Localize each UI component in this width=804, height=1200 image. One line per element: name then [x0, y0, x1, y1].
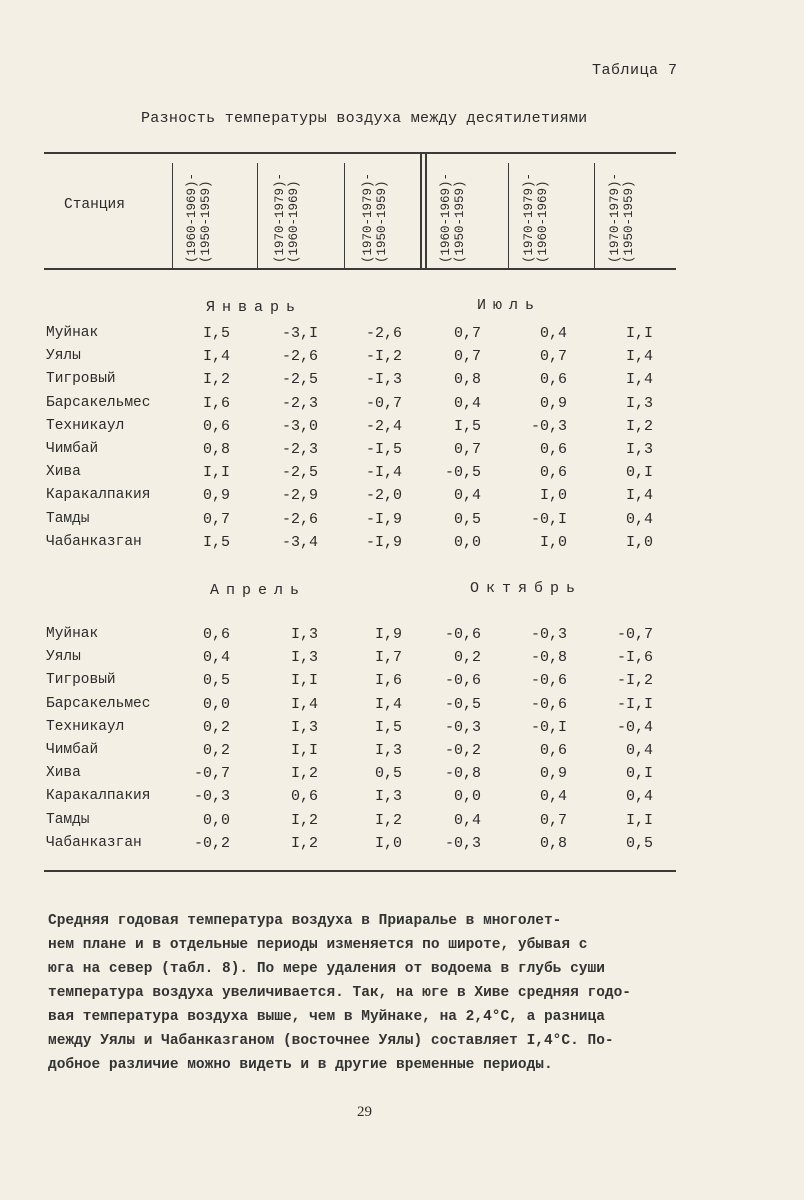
table-cell: -0,7	[193, 765, 230, 783]
table-cell: -I,9	[365, 510, 402, 528]
table-cell: 0,8	[202, 441, 230, 458]
header-divider	[344, 163, 345, 268]
station-name: Муйнак	[46, 325, 99, 341]
table-cell: -0,I	[530, 510, 567, 528]
table-cell: -2,0	[365, 487, 402, 505]
body-paragraph	[48, 909, 688, 1077]
table-cell: 0,7	[202, 510, 230, 528]
table-cell: I,7	[374, 649, 402, 667]
table-cell: I,4	[202, 348, 230, 366]
table-cell: -2,3	[281, 394, 318, 412]
table-cell: -0,3	[530, 626, 567, 643]
table-cell: I,6	[374, 672, 402, 690]
table-cell: I,0	[539, 487, 567, 505]
table-cell: 0,6	[202, 626, 230, 643]
table-cell: 0,5	[453, 510, 481, 528]
table-cell: -2,6	[365, 325, 402, 342]
month-label-january: Январь	[206, 299, 303, 316]
table-cell: I,6	[202, 394, 230, 412]
table-cell: 0,4	[625, 510, 653, 528]
table-cell: 0,4	[453, 394, 481, 412]
table-title: Разность температуры воздуха между десятилетиями	[141, 110, 588, 127]
table-cell: 0,4	[202, 649, 230, 667]
table-cell: -0,4	[616, 718, 653, 736]
station-name: Уялы	[46, 348, 81, 365]
table-cell: 0,2	[202, 718, 230, 736]
table-cell: -0,7	[616, 626, 653, 643]
table-cell: 0,4	[453, 487, 481, 505]
table-cell: 0,I	[625, 765, 653, 783]
station-name: Техникаул	[46, 417, 125, 434]
table-cell: -0,8	[530, 649, 567, 667]
table-cell: 0,6	[539, 441, 567, 458]
header-divider-double	[420, 154, 422, 268]
table-cell: -0,3	[444, 718, 481, 736]
table-cell: I,5	[202, 325, 230, 342]
month-label-july: Июль	[477, 297, 542, 314]
station-name: Тигровый	[46, 371, 116, 388]
table-cell: 0,4	[539, 788, 567, 806]
month-label-october: Октябрь	[470, 580, 583, 597]
table-cell: -I,9	[365, 533, 402, 551]
table-cell: -2,9	[281, 487, 318, 505]
table-cell: -0,I	[530, 718, 567, 736]
column-header-6: (1970-1979)- (1950-1959)	[608, 172, 637, 264]
table-cell: 0,5	[374, 765, 402, 783]
table-cell: -3,0	[281, 417, 318, 435]
station-name: Чимбай	[46, 742, 99, 758]
station-name: Муйнак	[46, 626, 99, 642]
table-cell: -0,6	[530, 672, 567, 690]
station-name: Чабанказган	[46, 834, 142, 851]
table-cell: I,3	[290, 718, 318, 736]
station-name: Тигровый	[46, 672, 116, 689]
station-name: Каракалпакия	[46, 788, 151, 805]
table-cell: I,I	[625, 811, 653, 829]
table-cell: 0,0	[202, 811, 230, 829]
table-cell: I,0	[374, 834, 402, 852]
table-cell: I,0	[539, 533, 567, 551]
table-cell: I,2	[290, 834, 318, 852]
table-cell: -0,3	[530, 417, 567, 435]
table-cell: -I,6	[616, 649, 653, 667]
table-cell: -0,6	[444, 672, 481, 690]
table-cell: I,4	[290, 695, 318, 713]
table-cell: -2,3	[281, 441, 318, 458]
table-cell: I,I	[202, 464, 230, 482]
table-cell: -I,4	[365, 464, 402, 482]
table-cell: -0,5	[444, 695, 481, 713]
paragraph-line: добное различие можно видеть и в другие временные периоды.	[48, 1057, 553, 1073]
paragraph-line: Средняя годовая температура воздуха в Приаралье в многолет-	[48, 913, 562, 929]
table-cell: 0,6	[539, 371, 567, 389]
table-cell: I,2	[202, 371, 230, 389]
station-name: Чимбай	[46, 441, 99, 457]
table-cell: 0,5	[625, 834, 653, 852]
paragraph-line: вая температура воздуха выше, чем в Муйнаке, на 2,4°С, а разница	[48, 1009, 605, 1025]
table-cell: 0,4	[453, 811, 481, 829]
column-header-4: (1960-1969)- (1950-1959)	[439, 172, 468, 264]
table-cell: -I,I	[616, 695, 653, 713]
table-cell: 0,4	[625, 788, 653, 806]
table-cell: I,3	[290, 626, 318, 643]
table-cell: 0,7	[453, 348, 481, 366]
paragraph-line: нем плане и в отдельные периоды изменяется по широте, убывая с	[48, 937, 588, 953]
table-cell: 0,I	[625, 464, 653, 482]
table-cell: 0,6	[202, 417, 230, 435]
table-cell: I,5	[374, 718, 402, 736]
column-header-5: (1970-1979)- (1960-1969)	[522, 172, 551, 264]
header-divider	[508, 163, 509, 268]
table-cell: I,3	[374, 788, 402, 806]
table-cell: -0,2	[193, 834, 230, 852]
month-label-april: Апрель	[210, 582, 307, 599]
table-cell: -0,3	[193, 788, 230, 806]
table-cell: 0,6	[539, 464, 567, 482]
table-cell: I,4	[374, 695, 402, 713]
table-cell: I,3	[374, 742, 402, 759]
table-cell: I,I	[625, 325, 653, 342]
table-cell: I,5	[202, 533, 230, 551]
table-cell: -0,6	[530, 695, 567, 713]
table-cell: 0,8	[539, 834, 567, 852]
table-cell: 0,7	[539, 811, 567, 829]
header-divider	[594, 163, 595, 268]
table-cell: 0,9	[539, 394, 567, 412]
table-cell: I,9	[374, 626, 402, 643]
column-header-1: (1960-1969)- (1950-1959)	[185, 172, 214, 264]
station-name: Уялы	[46, 649, 81, 666]
table-cell: 0,7	[453, 325, 481, 342]
table-cell: -0,2	[444, 742, 481, 759]
table-bottom-rule	[44, 870, 676, 872]
column-header-2: (1970-1979)- (1960-1969)	[273, 172, 302, 264]
table-cell: I,2	[625, 417, 653, 435]
table-cell: -3,I	[281, 325, 318, 342]
station-column-header: Станция	[64, 197, 125, 213]
table-cell: 0,7	[453, 441, 481, 458]
table-cell: 0,8	[453, 371, 481, 389]
table-cell: -I,2	[365, 348, 402, 366]
table-cell: -0,5	[444, 464, 481, 482]
table-cell: -0,8	[444, 765, 481, 783]
page-number: 29	[357, 1104, 372, 1120]
header-divider-double	[425, 154, 427, 268]
header-divider	[257, 163, 258, 268]
table-cell: I,2	[290, 811, 318, 829]
station-name: Техникаул	[46, 718, 125, 735]
table-cell: I,I	[290, 742, 318, 759]
table-cell: I,5	[453, 417, 481, 435]
table-cell: 0,7	[539, 348, 567, 366]
table-cell: -2,5	[281, 464, 318, 482]
station-name: Каракалпакия	[46, 487, 151, 504]
table-cell: I,I	[290, 672, 318, 690]
table-cell: 0,2	[453, 649, 481, 667]
table-cell: I,3	[290, 649, 318, 667]
table-cell: I,0	[625, 533, 653, 551]
table-cell: 0,4	[625, 742, 653, 759]
table-cell: I,4	[625, 371, 653, 389]
table-cell: 0,9	[202, 487, 230, 505]
table-cell: -2,5	[281, 371, 318, 389]
table-cell: 0,0	[202, 695, 230, 713]
table-cell: I,2	[374, 811, 402, 829]
table-cell: 0,2	[202, 742, 230, 759]
paragraph-line: юга на север (табл. 8). По мере удаления от водоема в глубь суши	[48, 961, 605, 977]
station-name: Тамды	[46, 510, 90, 527]
table-cell: 0,9	[539, 765, 567, 783]
table-cell: 0,6	[539, 742, 567, 759]
table-cell: 0,6	[290, 788, 318, 806]
table-cell: 0,0	[453, 788, 481, 806]
station-name: Хива	[46, 765, 81, 782]
table-cell: -2,4	[365, 417, 402, 435]
table-cell: 0,4	[539, 325, 567, 342]
header-divider	[172, 163, 173, 268]
table-cell: I,3	[625, 394, 653, 412]
station-name: Барсакельмес	[46, 394, 151, 411]
station-name: Хива	[46, 464, 81, 481]
table-cell: -I,2	[616, 672, 653, 690]
station-name: Чабанказган	[46, 533, 142, 550]
table-cell: -0,6	[444, 626, 481, 643]
table-cell: I,3	[625, 441, 653, 458]
table-cell: 0,0	[453, 533, 481, 551]
table-cell: -2,6	[281, 348, 318, 366]
paragraph-line: между Уялы и Чабанказганом (восточнее Уялы) составляет I,4°С. По-	[48, 1033, 614, 1049]
station-name: Тамды	[46, 811, 90, 828]
paragraph-line: температура воздуха увеличивается. Так, на юге в Хиве средняя годо-	[48, 985, 631, 1001]
table-top-rule	[44, 152, 676, 154]
table-cell: 0,5	[202, 672, 230, 690]
table-cell: -3,4	[281, 533, 318, 551]
table-caption: Таблица 7	[592, 62, 678, 79]
table-cell: -0,3	[444, 834, 481, 852]
table-cell: -I,3	[365, 371, 402, 389]
table-cell: -I,5	[365, 441, 402, 458]
table-cell: I,4	[625, 487, 653, 505]
table-cell: -2,6	[281, 510, 318, 528]
column-header-3: (1970-1979)- (1950-1959)	[361, 172, 390, 264]
station-name: Барсакельмес	[46, 695, 151, 712]
table-cell: -0,7	[365, 394, 402, 412]
table-cell: I,4	[625, 348, 653, 366]
table-cell: I,2	[290, 765, 318, 783]
